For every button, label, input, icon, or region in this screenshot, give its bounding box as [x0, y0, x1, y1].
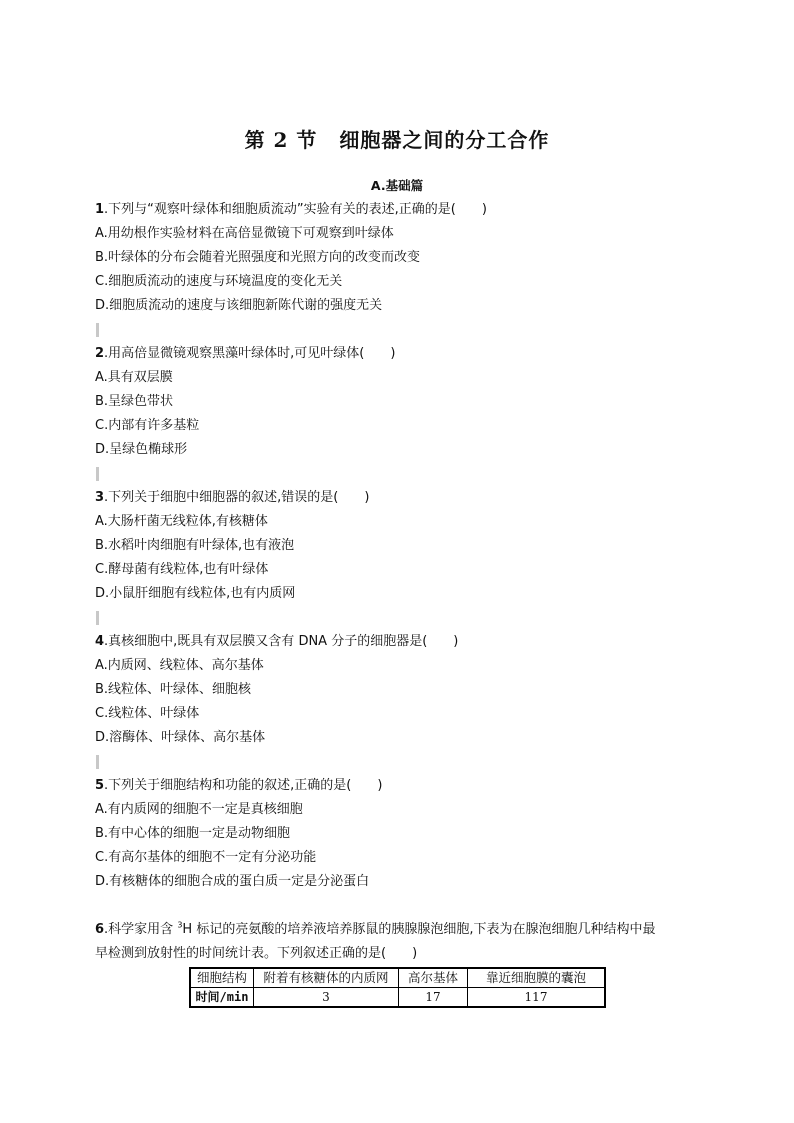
question-text: .下列关于细胞中细胞器的叙述,错误的是( ): [104, 490, 370, 505]
option-b: B.有中心体的细胞一定是动物细胞: [95, 826, 291, 841]
option-a: A.有内质网的细胞不一定是真核细胞: [95, 802, 303, 817]
option-d: D.小鼠肝细胞有线粒体,也有内质网: [95, 586, 296, 601]
question-number: 5: [95, 778, 105, 793]
question-stem: [95, 342, 695, 366]
question-number: 2: [95, 346, 105, 361]
data-table: [189, 967, 606, 1008]
option-d: D.细胞质流动的速度与该细胞新陈代谢的强度无关: [95, 298, 383, 313]
option-c: C.细胞质流动的速度与环境温度的变化无关: [95, 274, 343, 289]
answer-bar: [96, 755, 99, 769]
question-stem-line2: 早检测到放射性的时间统计表。下列叙述正确的是( ): [95, 946, 418, 961]
option-b: B.线粒体、叶绿体、细胞核: [95, 682, 252, 697]
question-text-cont: H 标记的亮氨酸的培养液培养豚鼠的胰腺腺泡细胞,下表为在腺泡细胞几种结构中最: [182, 922, 656, 937]
option-a: A.大肠杆菌无线粒体,有核糖体: [95, 514, 268, 529]
question-3: [95, 486, 695, 625]
table-header-cell: 靠近细胞膜的囊泡: [468, 968, 606, 988]
section-title: 细胞器之间的分工合作: [339, 128, 550, 152]
option-c: C.内部有许多基粒: [95, 418, 200, 433]
option-c: C.线粒体、叶绿体: [95, 706, 200, 721]
question-1: [95, 198, 695, 337]
option-d: D.有核糖体的细胞合成的蛋白质一定是分泌蛋白: [95, 874, 370, 889]
question-text: .真核细胞中,既具有双层膜又含有 DNA 分子的细胞器是( ): [104, 634, 459, 649]
question-stem: [95, 918, 695, 942]
question-5: [95, 774, 695, 894]
option-c: C.酵母菌有线粒体,也有叶绿体: [95, 562, 269, 577]
question-stem: [95, 774, 695, 798]
table-header-cell: 细胞结构: [190, 968, 254, 988]
option-a: A.具有双层膜: [95, 370, 173, 385]
question-stem: [95, 198, 695, 222]
table-cell: 17: [399, 988, 468, 1008]
page-title: [0, 124, 794, 153]
question-text: .下列与“观察叶绿体和细胞质流动”实验有关的表述,正确的是( ): [104, 202, 487, 217]
option-d: D.溶酶体、叶绿体、高尔基体: [95, 730, 266, 745]
table-header-row: [190, 968, 605, 988]
question-2: [95, 342, 695, 481]
option-d: D.呈绿色椭球形: [95, 442, 188, 457]
answer-bar: [96, 611, 99, 625]
question-number: 3: [95, 490, 105, 505]
question-stem: [95, 630, 695, 654]
option-b: B.叶绿体的分布会随着光照强度和光照方向的改变而改变: [95, 250, 421, 265]
part-heading: A.基础篇: [370, 178, 424, 193]
question-number: 6: [95, 922, 105, 937]
table-header-cell: 高尔基体: [399, 968, 468, 988]
option-b: B.呈绿色带状: [95, 394, 174, 409]
question-6: [95, 918, 695, 966]
answer-bar: [96, 467, 99, 481]
question-text: .用高倍显微镜观察黑藻叶绿体时,可见叶绿体( ): [104, 346, 396, 361]
table-header-cell: 附着有核糖体的内质网: [254, 968, 399, 988]
table-row-label: 时间/min: [190, 988, 254, 1008]
answer-bar: [96, 323, 99, 337]
isotope-superscript: 3: [177, 920, 183, 930]
section-number: 第 2 节: [244, 128, 318, 152]
question-number: 4: [95, 634, 105, 649]
question-text: .科学家用含: [104, 922, 178, 937]
question-text: .下列关于细胞结构和功能的叙述,正确的是( ): [104, 778, 383, 793]
option-b: B.水稻叶肉细胞有叶绿体,也有液泡: [95, 538, 295, 553]
table-cell: 3: [254, 988, 399, 1008]
table-row: [190, 988, 605, 1008]
option-c: C.有高尔基体的细胞不一定有分泌功能: [95, 850, 317, 865]
question-stem: [95, 486, 695, 510]
question-number: 1: [95, 202, 105, 217]
option-a: A.内质网、线粒体、高尔基体: [95, 658, 264, 673]
question-4: [95, 630, 695, 769]
option-a: A.用幼根作实验材料在高倍显微镜下可观察到叶绿体: [95, 226, 394, 241]
table-cell: 117: [468, 988, 606, 1008]
